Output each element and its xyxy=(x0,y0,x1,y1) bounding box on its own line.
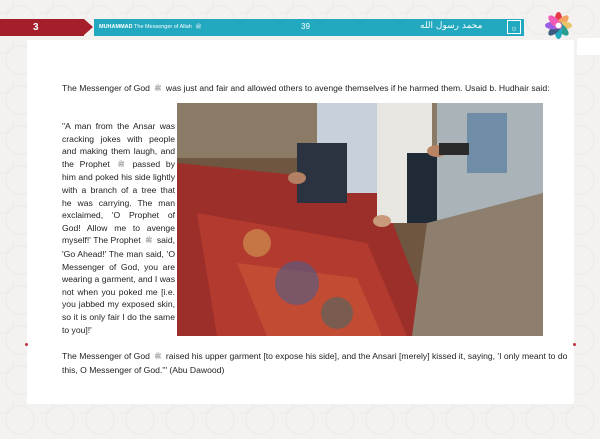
brand-title: MUHAMMAD xyxy=(99,24,133,30)
quote-text-3: said, 'Go Ahead!' The man said, 'O Messenger of God, you are wearing a garment, and I was not when you poked me [i.e. you jabbed my exposed skin, so it is only fair I do the same to you]!' xyxy=(62,235,175,335)
intro-text-2: was just and fair and allowed others to avenge themselves if he harmed them. Usaid b. Hudhair said: xyxy=(163,83,550,93)
arrow-decoration xyxy=(84,19,93,35)
intro-paragraph xyxy=(62,82,562,96)
square-emblem-icon: ۞ xyxy=(507,20,521,34)
book-title xyxy=(99,23,201,31)
page-number-left: 3 xyxy=(33,22,39,33)
pbuh-mark: ﷺ xyxy=(195,24,202,30)
header-bar xyxy=(0,19,600,36)
margin-dot xyxy=(25,343,28,346)
flower-logo-icon xyxy=(545,12,572,39)
page-number-tab xyxy=(0,19,84,36)
pbuh-icon: ﷺ xyxy=(154,353,162,360)
mosque-prayer-photo xyxy=(177,103,543,336)
closing-text-1: The Messenger of God xyxy=(62,351,153,361)
brand-subtitle: The Messenger of Allah xyxy=(134,24,192,30)
page-number-center: 39 xyxy=(301,22,310,31)
arabic-calligraphy: محمد رسول الله xyxy=(420,21,483,31)
pbuh-icon: ﷺ xyxy=(145,237,153,245)
pbuh-icon: ﷺ xyxy=(154,85,162,92)
quote-paragraph xyxy=(62,120,175,336)
margin-dot xyxy=(573,343,576,346)
closing-paragraph xyxy=(62,350,582,376)
closing-text-2: raised his upper garment [to expose his side], and the Ansari [merely] kissed it, saying, 'I only meant to do this, O Messenger of God.'" (Abu Dawood) xyxy=(62,351,568,375)
quote-text-1: "A man from the Ansar was cracking jokes with people and making them laugh, and the Prophet xyxy=(62,121,175,169)
header-right-tail xyxy=(577,38,600,55)
quote-text-2: passed by him and poked his side lightly with a branch of a tree that he was carrying. The man exclaimed, 'O Prophet of God! Allow me to avenge myself!' The Prophet xyxy=(62,158,175,246)
pbuh-icon: ﷺ xyxy=(117,160,125,168)
intro-text-1: The Messenger of God xyxy=(62,83,153,93)
